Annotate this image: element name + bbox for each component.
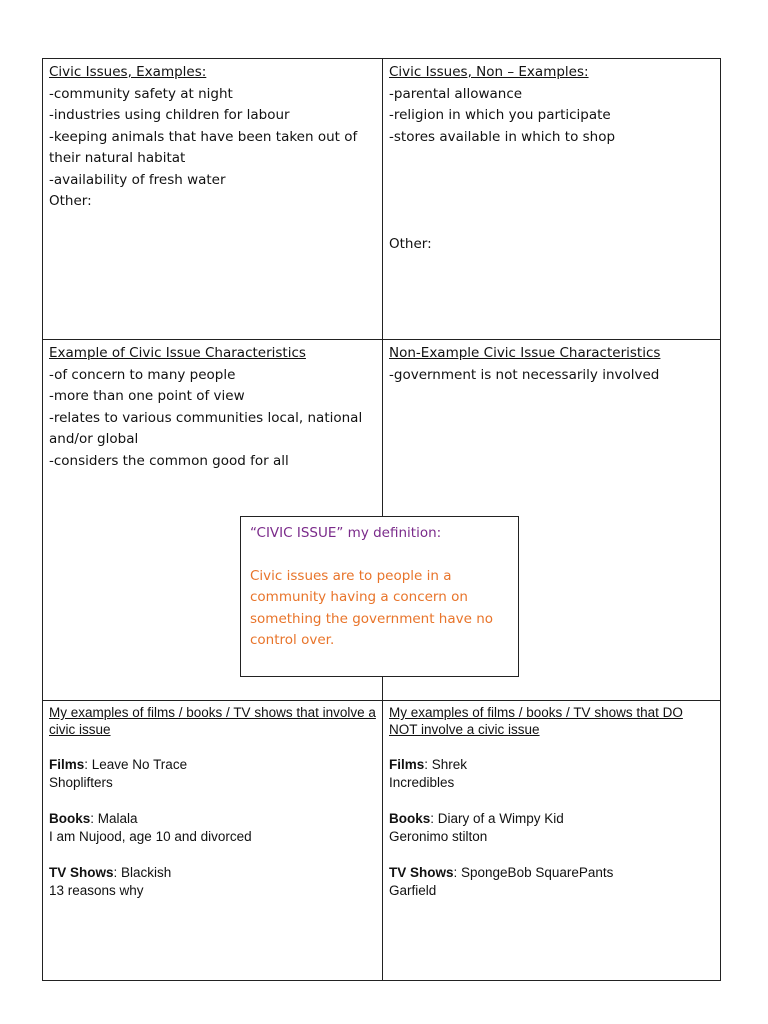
books-line — [49, 810, 376, 828]
books-extra: Geronimo stilton — [389, 829, 488, 844]
blank-space — [389, 148, 714, 234]
books-extra: I am Nujood, age 10 and divorced — [49, 829, 252, 844]
media-not-involve-cell — [382, 700, 720, 980]
tv-extra: Garfield — [389, 883, 437, 898]
films-line — [389, 756, 714, 774]
tv-label: TV Shows — [49, 865, 114, 880]
examples-cell — [43, 59, 382, 339]
media-not-involve-heading: My examples of films / books / TV shows that DO NOT involve a civic issue — [389, 705, 683, 737]
list-item: -relates to various communities local, national and/or global — [49, 409, 367, 447]
tv-extra: 13 reasons why — [49, 883, 144, 898]
tv-value: : Blackish — [113, 865, 172, 880]
list-item: -of concern to many people — [49, 366, 236, 383]
list-item: -community safety at night — [49, 85, 233, 102]
media-involve-heading: My examples of films / books / TV shows that involve a civic issue — [49, 705, 376, 737]
books-label: Books — [49, 811, 91, 826]
list-item: Other: — [49, 193, 92, 209]
films-label: Films — [49, 757, 85, 772]
books-label: Books — [389, 811, 431, 826]
tv-line — [49, 864, 376, 882]
films-extra: Shoplifters — [49, 775, 113, 790]
tv-label: TV Shows — [389, 865, 454, 880]
books-value: : Diary of a Wimpy Kid — [430, 811, 564, 826]
films-value: : Shrek — [424, 757, 468, 772]
definition-title: “CIVIC ISSUE” my definition: — [250, 525, 442, 541]
definition-text: Civic issues are to people in a community having a concern on something the government have no control over. — [250, 567, 494, 648]
non-examples-heading: Civic Issues, Non – Examples: — [389, 64, 589, 80]
definition-box — [240, 516, 519, 677]
list-item: -stores available in which to shop — [389, 128, 616, 145]
non-characteristics-heading: Non-Example Civic Issue Characteristics — [389, 345, 661, 361]
other-label: Other: — [389, 236, 432, 252]
examples-heading: Civic Issues, Examples: — [49, 64, 207, 80]
media-involve-cell — [43, 700, 382, 980]
tv-value: : SpongeBob SquarePants — [453, 865, 614, 880]
books-line — [389, 810, 714, 828]
list-item: -considers the common good for all — [49, 452, 289, 469]
films-label: Films — [389, 757, 425, 772]
characteristics-heading: Example of Civic Issue Characteristics — [49, 345, 306, 361]
films-extra: Incredibles — [389, 775, 455, 790]
list-item: -keeping animals that have been taken out of their natural habitat — [49, 128, 362, 166]
books-value: : Malala — [90, 811, 138, 826]
list-item: -parental allowance — [389, 85, 523, 102]
list-item: -religion in which you participate — [389, 107, 611, 123]
tv-line — [389, 864, 714, 882]
list-item: -availability of fresh water — [49, 171, 226, 188]
list-item: -government is not necessarily involved — [389, 366, 660, 383]
films-line — [49, 756, 376, 774]
list-item: -more than one point of view — [49, 388, 245, 404]
list-item: -industries using children for labour — [49, 107, 290, 123]
films-value: : Leave No Trace — [84, 757, 188, 772]
non-examples-cell — [382, 59, 720, 339]
